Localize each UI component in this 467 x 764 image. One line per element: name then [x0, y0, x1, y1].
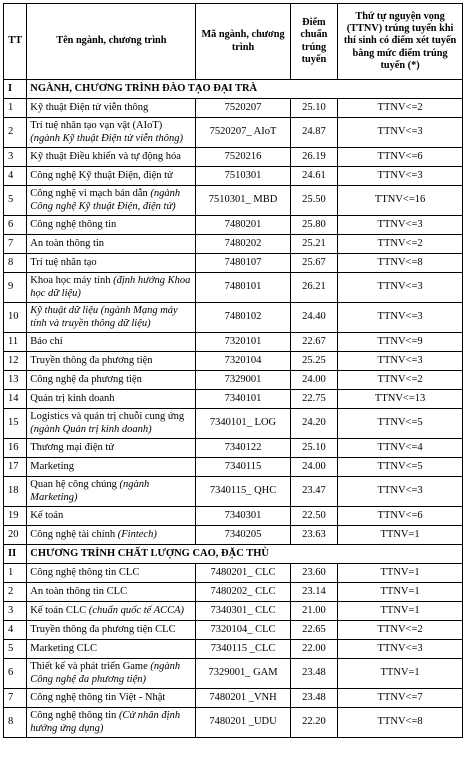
admission-score-table [3, 3, 463, 738]
cutoff-score: 22.67 [290, 333, 338, 352]
header-name: Tên ngành, chương trình [27, 4, 196, 80]
cutoff-score: 23.63 [290, 526, 338, 545]
program-code: 7320104 [196, 352, 290, 371]
program-name: Công nghệ đa phương tiện [30, 373, 142, 385]
row-number: 4 [4, 167, 27, 186]
program-name-cell [27, 99, 196, 118]
table-row [4, 235, 463, 254]
program-name: Kế toán CLC [30, 604, 89, 616]
program-note: (ngành Công nghệ đa phương tiện) [30, 660, 181, 685]
wish-order: TTNV<=16 [338, 186, 463, 216]
table-row [4, 507, 463, 526]
program-note: (ngành Công nghệ Kỹ thuật Điện, điện tử) [30, 187, 181, 212]
table-row [4, 99, 463, 118]
program-code: 7480201 _UDU [196, 708, 290, 738]
cutoff-score: 24.00 [290, 458, 338, 477]
program-code: 7340115 _CLC [196, 640, 290, 659]
section-header-row [4, 545, 463, 564]
row-number: 18 [4, 477, 27, 507]
row-number: 8 [4, 254, 27, 273]
program-name-cell [27, 458, 196, 477]
wish-order: TTNV=1 [338, 602, 463, 621]
table-row [4, 708, 463, 738]
program-name-cell [27, 583, 196, 602]
row-number: 3 [4, 148, 27, 167]
row-number: 1 [4, 564, 27, 583]
table-row [4, 371, 463, 390]
header-tt: TT [4, 4, 27, 80]
row-number: 1 [4, 99, 27, 118]
row-number: 12 [4, 352, 27, 371]
program-name: Kế toán [30, 509, 64, 521]
row-number: 14 [4, 390, 27, 409]
table-row [4, 273, 463, 303]
section-title: NGÀNH, CHƯƠNG TRÌNH ĐÀO TẠO ĐẠI TRÀ [27, 80, 463, 99]
program-name: Kỹ thuật Điều khiển và tự động hóa [30, 150, 181, 162]
section-title: CHƯƠNG TRÌNH CHẤT LƯỢNG CAO, ĐẶC THÙ [27, 545, 463, 564]
table-header-row [4, 4, 463, 80]
table-row [4, 333, 463, 352]
wish-order: TTNV<=2 [338, 235, 463, 254]
program-note: (chuẩn quốc tế ACCA) [88, 604, 185, 616]
wish-order: TTNV<=3 [338, 118, 463, 148]
table-row [4, 216, 463, 235]
header-nv: Thứ tự nguyện vọng (TTNV) trúng tuyển khi thí sinh có điểm xét tuyển bằng mức điểm trúng tuyển (*) [338, 4, 463, 80]
row-number: 6 [4, 216, 27, 235]
cutoff-score: 22.75 [290, 390, 338, 409]
program-name: Quản trị kinh doanh [30, 392, 115, 404]
program-name-cell [27, 477, 196, 507]
wish-order: TTNV<=3 [338, 640, 463, 659]
cutoff-score: 25.10 [290, 99, 338, 118]
program-note: (Fintech) [117, 528, 157, 540]
wish-order: TTNV<=3 [338, 167, 463, 186]
program-code: 7480201 _VNH [196, 689, 290, 708]
program-name-cell [27, 303, 196, 333]
cutoff-score: 24.00 [290, 371, 338, 390]
wish-order: TTNV<=3 [338, 216, 463, 235]
wish-order: TTNV<=9 [338, 333, 463, 352]
table-row [4, 254, 463, 273]
program-code: 7340101_ LOG [196, 409, 290, 439]
program-name-cell [27, 390, 196, 409]
row-number: 4 [4, 621, 27, 640]
program-code: 7340101 [196, 390, 290, 409]
table-row [4, 458, 463, 477]
wish-order: TTNV<=3 [338, 477, 463, 507]
cutoff-score: 24.87 [290, 118, 338, 148]
program-code: 7480201_ CLC [196, 564, 290, 583]
cutoff-score: 23.48 [290, 659, 338, 689]
cutoff-score: 25.80 [290, 216, 338, 235]
cutoff-score: 25.21 [290, 235, 338, 254]
program-code: 7340301_ CLC [196, 602, 290, 621]
program-name: Marketing [30, 460, 75, 472]
program-name-cell [27, 186, 196, 216]
wish-order: TTNV<=8 [338, 254, 463, 273]
table-row [4, 564, 463, 583]
wish-order: TTNV<=5 [338, 458, 463, 477]
row-number: 2 [4, 118, 27, 148]
program-name-cell [27, 216, 196, 235]
table-row [4, 186, 463, 216]
program-name-cell [27, 352, 196, 371]
program-name-cell [27, 273, 196, 303]
program-code: 7480202 [196, 235, 290, 254]
row-number: 9 [4, 273, 27, 303]
program-code: 7480107 [196, 254, 290, 273]
program-name: Khoa học máy tính [30, 274, 114, 286]
row-number: 17 [4, 458, 27, 477]
program-note: Kỹ thuật dữ liệu (ngành Mạng máy tính và truyền thông dữ liệu) [30, 304, 178, 329]
program-name: Công nghệ thông tin [30, 709, 119, 721]
cutoff-score: 25.50 [290, 186, 338, 216]
program-code: 7340122 [196, 439, 290, 458]
program-name-cell [27, 167, 196, 186]
wish-order: TTNV<=6 [338, 148, 463, 167]
program-name: Quan hệ công chúng [30, 478, 120, 490]
table-row [4, 409, 463, 439]
cutoff-score: 25.25 [290, 352, 338, 371]
table-row [4, 477, 463, 507]
program-name: Công nghệ thông tin Việt - Nhật [30, 691, 166, 703]
row-number: 20 [4, 526, 27, 545]
header-score: Điểm chuẩn trúng tuyển [290, 4, 338, 80]
row-number: 7 [4, 235, 27, 254]
wish-order: TTNV<=7 [338, 689, 463, 708]
cutoff-score: 24.40 [290, 303, 338, 333]
program-name-cell [27, 526, 196, 545]
table-row [4, 167, 463, 186]
wish-order: TTNV<=13 [338, 390, 463, 409]
section-number: II [4, 545, 27, 564]
program-name: Trí tuệ nhân tạo [30, 256, 97, 268]
program-name-cell [27, 659, 196, 689]
program-name: Trí tuệ nhân tạo vạn vật (AIoT) [30, 119, 163, 131]
table-body [4, 80, 463, 738]
program-name: Kỹ thuật Điện tử viễn thông [30, 101, 149, 113]
cutoff-score: 23.60 [290, 564, 338, 583]
row-number: 3 [4, 602, 27, 621]
table-row [4, 659, 463, 689]
wish-order: TTNV<=6 [338, 507, 463, 526]
program-code: 7329001 [196, 371, 290, 390]
program-code: 7329001_ GAM [196, 659, 290, 689]
cutoff-score: 21.00 [290, 602, 338, 621]
program-code: 7340115_ QHC [196, 477, 290, 507]
wish-order: TTNV=1 [338, 583, 463, 602]
program-code: 7510301_ MBD [196, 186, 290, 216]
program-name: Công nghệ Kỹ thuật Điện, điện tử [30, 169, 173, 181]
cutoff-score: 22.20 [290, 708, 338, 738]
program-name-cell [27, 333, 196, 352]
table-row [4, 439, 463, 458]
program-name-cell [27, 235, 196, 254]
row-number: 6 [4, 659, 27, 689]
table-row [4, 621, 463, 640]
cutoff-score: 25.67 [290, 254, 338, 273]
program-note: (định hướng Khoa học dữ liệu) [30, 274, 191, 299]
row-number: 7 [4, 689, 27, 708]
row-number: 5 [4, 640, 27, 659]
table-row [4, 526, 463, 545]
section-number: I [4, 80, 27, 99]
header-code: Mã ngành, chương trình [196, 4, 290, 80]
cutoff-score: 22.00 [290, 640, 338, 659]
program-name-cell [27, 507, 196, 526]
cutoff-score: 23.48 [290, 689, 338, 708]
table-row [4, 303, 463, 333]
wish-order: TTNV<=2 [338, 99, 463, 118]
section-header-row [4, 80, 463, 99]
program-code: 7520207 [196, 99, 290, 118]
program-code: 7340301 [196, 507, 290, 526]
program-name: Logistics và quản trị chuỗi cung ứng [30, 410, 185, 422]
row-number: 15 [4, 409, 27, 439]
wish-order: TTNV<=3 [338, 352, 463, 371]
cutoff-score: 22.50 [290, 507, 338, 526]
table-row [4, 148, 463, 167]
program-name: Marketing CLC [30, 642, 98, 654]
row-number: 13 [4, 371, 27, 390]
row-number: 10 [4, 303, 27, 333]
program-code: 7480101 [196, 273, 290, 303]
table-row [4, 352, 463, 371]
wish-order: TTNV<=3 [338, 303, 463, 333]
program-name: Báo chí [30, 335, 63, 347]
program-name: An toàn thông tin CLC [30, 585, 128, 597]
cutoff-score: 24.61 [290, 167, 338, 186]
program-name-cell [27, 640, 196, 659]
row-number: 2 [4, 583, 27, 602]
program-code: 7520216 [196, 148, 290, 167]
wish-order: TTNV=1 [338, 526, 463, 545]
cutoff-score: 24.20 [290, 409, 338, 439]
wish-order: TTNV<=3 [338, 273, 463, 303]
wish-order: TTNV=1 [338, 659, 463, 689]
program-code: 7480201 [196, 216, 290, 235]
program-name: Công nghệ tài chính [30, 528, 118, 540]
program-name: Thương mại điện tử [30, 441, 114, 453]
row-number: 8 [4, 708, 27, 738]
program-code: 7480102 [196, 303, 290, 333]
program-name: Công nghệ thông tin CLC [30, 566, 140, 578]
program-name-cell [27, 409, 196, 439]
program-name-cell [27, 602, 196, 621]
program-name: Truyền thông đa phương tiện CLC [30, 623, 176, 635]
program-code: 7510301 [196, 167, 290, 186]
cutoff-score: 26.21 [290, 273, 338, 303]
program-name: An toàn thông tin [30, 237, 105, 249]
wish-order: TTNV<=2 [338, 621, 463, 640]
row-number: 11 [4, 333, 27, 352]
wish-order: TTNV<=8 [338, 708, 463, 738]
program-name: Truyền thông đa phương tiện [30, 354, 153, 366]
program-code: 7340205 [196, 526, 290, 545]
table-row [4, 640, 463, 659]
program-name-cell [27, 439, 196, 458]
program-code: 7320101 [196, 333, 290, 352]
program-code: 7320104_ CLC [196, 621, 290, 640]
program-note: (ngành Quản trị kinh doanh) [30, 423, 152, 435]
program-name-cell [27, 564, 196, 583]
wish-order: TTNV<=2 [338, 371, 463, 390]
program-note: (ngành Kỹ thuật Điện tử viễn thông) [30, 132, 183, 144]
program-code: 7520207_ AIoT [196, 118, 290, 148]
program-name-cell [27, 118, 196, 148]
table-row [4, 118, 463, 148]
row-number: 5 [4, 186, 27, 216]
program-name-cell [27, 254, 196, 273]
row-number: 16 [4, 439, 27, 458]
program-name-cell [27, 148, 196, 167]
program-name-cell [27, 621, 196, 640]
wish-order: TTNV<=5 [338, 409, 463, 439]
cutoff-score: 23.14 [290, 583, 338, 602]
row-number: 19 [4, 507, 27, 526]
cutoff-score: 26.19 [290, 148, 338, 167]
program-name-cell [27, 689, 196, 708]
program-code: 7340115 [196, 458, 290, 477]
wish-order: TTNV<=4 [338, 439, 463, 458]
program-note: (ngành Marketing) [30, 478, 150, 503]
cutoff-score: 22.65 [290, 621, 338, 640]
table-row [4, 689, 463, 708]
program-name: Công nghệ thông tin [30, 218, 117, 230]
program-name: Thiết kế và phát triển Game [30, 660, 151, 672]
program-name: Công nghệ vi mạch bán dẫn [30, 187, 151, 199]
program-name-cell [27, 708, 196, 738]
wish-order: TTNV=1 [338, 564, 463, 583]
program-code: 7480202_ CLC [196, 583, 290, 602]
table-row [4, 602, 463, 621]
table-row [4, 390, 463, 409]
table-row [4, 583, 463, 602]
program-name-cell [27, 371, 196, 390]
program-note: (Cử nhân định hướng ứng dụng) [30, 709, 181, 734]
cutoff-score: 25.10 [290, 439, 338, 458]
cutoff-score: 23.47 [290, 477, 338, 507]
admission-table-container [3, 3, 463, 738]
